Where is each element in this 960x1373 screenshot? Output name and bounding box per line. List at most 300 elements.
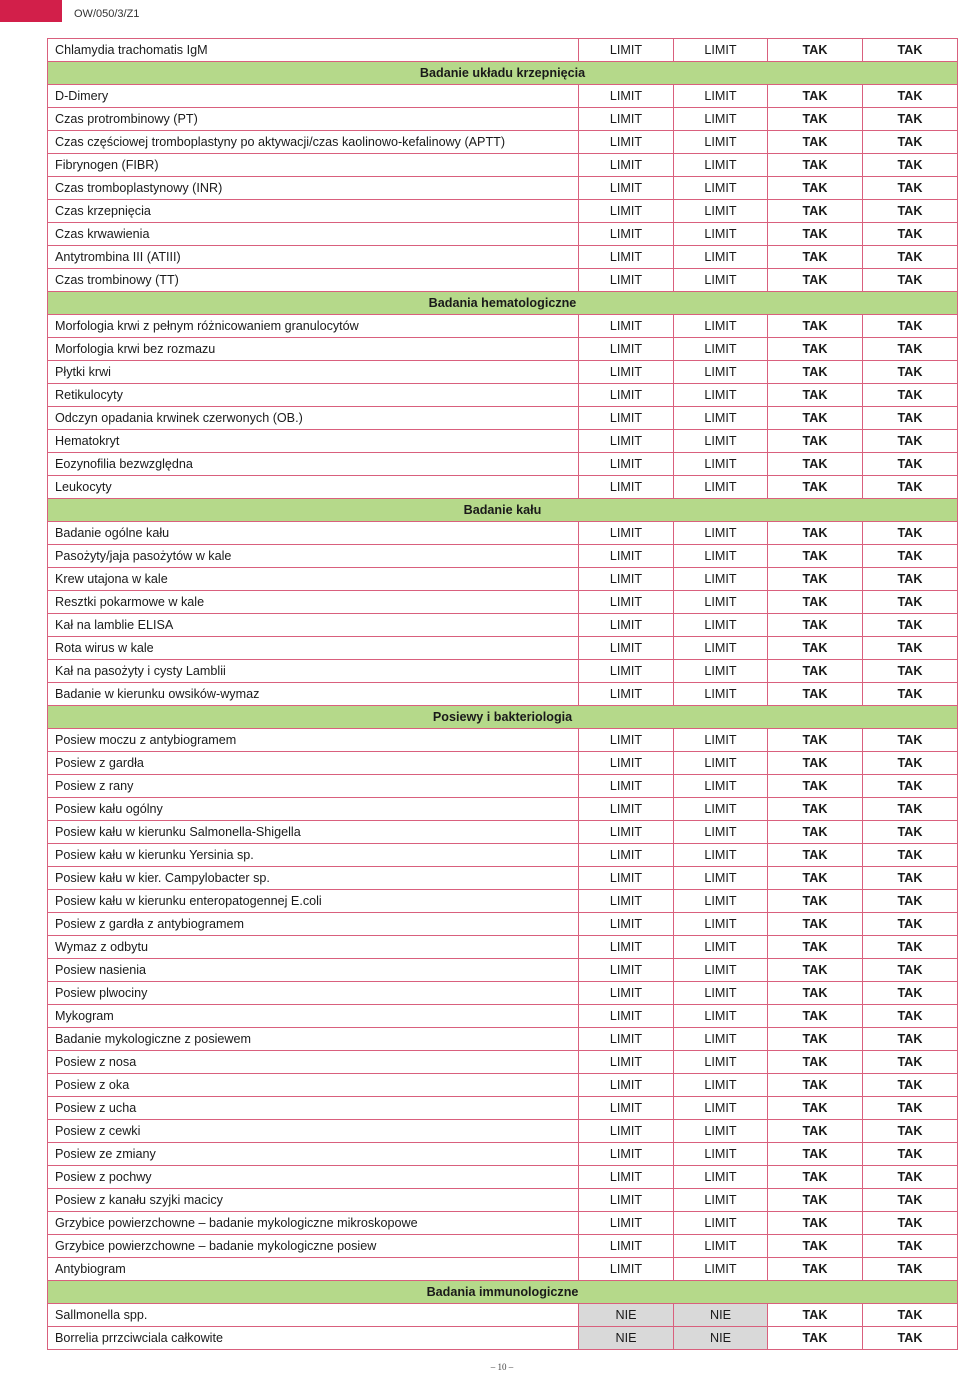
- price-table-body: [48, 39, 958, 1350]
- col2-value-cell: LIMIT: [674, 338, 768, 361]
- col4-value-cell: TAK: [863, 545, 958, 568]
- col1-value-cell: LIMIT: [579, 430, 674, 453]
- col2-value-cell: LIMIT: [674, 1074, 768, 1097]
- col3-value-cell: TAK: [768, 154, 863, 177]
- table-row: [48, 131, 958, 154]
- test-name-cell: Posiew kału w kierunku enteropatogennej E.coli: [48, 890, 579, 913]
- col1-value-cell: LIMIT: [579, 775, 674, 798]
- table-row: [48, 591, 958, 614]
- col2-value-cell: LIMIT: [674, 246, 768, 269]
- col2-value-cell: LIMIT: [674, 1166, 768, 1189]
- col3-value-cell: TAK: [768, 591, 863, 614]
- test-name-cell: Posiew nasienia: [48, 959, 579, 982]
- col3-value-cell: TAK: [768, 821, 863, 844]
- col1-value-cell: LIMIT: [579, 545, 674, 568]
- col1-value-cell: LIMIT: [579, 729, 674, 752]
- col3-value-cell: TAK: [768, 890, 863, 913]
- col3-value-cell: TAK: [768, 384, 863, 407]
- col2-value-cell: LIMIT: [674, 407, 768, 430]
- test-name-cell: Hematokryt: [48, 430, 579, 453]
- col3-value-cell: TAK: [768, 1258, 863, 1281]
- table-row: [48, 821, 958, 844]
- price-table: [47, 38, 958, 1350]
- col4-value-cell: TAK: [863, 85, 958, 108]
- test-name-cell: Posiew z gardła z antybiogramem: [48, 913, 579, 936]
- table-row: [48, 522, 958, 545]
- col3-value-cell: TAK: [768, 39, 863, 62]
- col4-value-cell: TAK: [863, 775, 958, 798]
- section-header-row: [48, 706, 958, 729]
- section-header-row: [48, 62, 958, 85]
- col4-value-cell: TAK: [863, 1212, 958, 1235]
- table-row: [48, 1120, 958, 1143]
- table-row: [48, 430, 958, 453]
- table-row: [48, 476, 958, 499]
- col1-value-cell: LIMIT: [579, 177, 674, 200]
- test-name-cell: Morfologia krwi z pełnym różnicowaniem granulocytów: [48, 315, 579, 338]
- col3-value-cell: TAK: [768, 982, 863, 1005]
- col3-value-cell: TAK: [768, 223, 863, 246]
- table-row: [48, 890, 958, 913]
- col4-value-cell: TAK: [863, 246, 958, 269]
- col1-value-cell: LIMIT: [579, 1258, 674, 1281]
- table-row: [48, 384, 958, 407]
- col1-value-cell: LIMIT: [579, 614, 674, 637]
- table-row: [48, 568, 958, 591]
- test-name-cell: Mykogram: [48, 1005, 579, 1028]
- col3-value-cell: TAK: [768, 959, 863, 982]
- col2-value-cell: LIMIT: [674, 821, 768, 844]
- col3-value-cell: TAK: [768, 683, 863, 706]
- col4-value-cell: TAK: [863, 131, 958, 154]
- table-row: [48, 1327, 958, 1350]
- col3-value-cell: TAK: [768, 361, 863, 384]
- test-name-cell: Borrelia prrzciwciala całkowite: [48, 1327, 579, 1350]
- col4-value-cell: TAK: [863, 683, 958, 706]
- col4-value-cell: TAK: [863, 1051, 958, 1074]
- test-name-cell: Czas protrombinowy (PT): [48, 108, 579, 131]
- col1-value-cell: LIMIT: [579, 959, 674, 982]
- col3-value-cell: TAK: [768, 177, 863, 200]
- test-name-cell: Kał na pasożyty i cysty Lamblii: [48, 660, 579, 683]
- col4-value-cell: TAK: [863, 476, 958, 499]
- table-row: [48, 1189, 958, 1212]
- table-row: [48, 614, 958, 637]
- test-name-cell: Chlamydia trachomatis IgM: [48, 39, 579, 62]
- table-row: [48, 200, 958, 223]
- col3-value-cell: TAK: [768, 407, 863, 430]
- col2-value-cell: LIMIT: [674, 430, 768, 453]
- table-row: [48, 246, 958, 269]
- test-name-cell: Wymaz z odbytu: [48, 936, 579, 959]
- table-row: [48, 177, 958, 200]
- col1-value-cell: LIMIT: [579, 154, 674, 177]
- col1-value-cell: LIMIT: [579, 338, 674, 361]
- col4-value-cell: TAK: [863, 154, 958, 177]
- col1-value-cell: LIMIT: [579, 1005, 674, 1028]
- document-code: OW/050/3/Z1: [74, 8, 140, 20]
- test-name-cell: Leukocyty: [48, 476, 579, 499]
- col3-value-cell: TAK: [768, 85, 863, 108]
- test-name-cell: Pasożyty/jaja pasożytów w kale: [48, 545, 579, 568]
- col2-value-cell: LIMIT: [674, 131, 768, 154]
- table-row: [48, 936, 958, 959]
- test-name-cell: Posiew z kanału szyjki macicy: [48, 1189, 579, 1212]
- col1-value-cell: LIMIT: [579, 867, 674, 890]
- col2-value-cell: LIMIT: [674, 39, 768, 62]
- col4-value-cell: TAK: [863, 614, 958, 637]
- col3-value-cell: TAK: [768, 315, 863, 338]
- section-header-row: [48, 1281, 958, 1304]
- table-row: [48, 959, 958, 982]
- test-name-cell: Czas krzepnięcia: [48, 200, 579, 223]
- col1-value-cell: LIMIT: [579, 1028, 674, 1051]
- table-row: [48, 407, 958, 430]
- test-name-cell: D-Dimery: [48, 85, 579, 108]
- col4-value-cell: TAK: [863, 407, 958, 430]
- col2-value-cell: LIMIT: [674, 775, 768, 798]
- col2-value-cell: LIMIT: [674, 568, 768, 591]
- table-row: [48, 683, 958, 706]
- col2-value-cell: LIMIT: [674, 1258, 768, 1281]
- test-name-cell: Fibrynogen (FIBR): [48, 154, 579, 177]
- table-row: [48, 913, 958, 936]
- col4-value-cell: TAK: [863, 200, 958, 223]
- test-name-cell: Posiew z cewki: [48, 1120, 579, 1143]
- col3-value-cell: TAK: [768, 1235, 863, 1258]
- col1-value-cell: NIE: [579, 1304, 674, 1327]
- table-row: [48, 1005, 958, 1028]
- test-name-cell: Eozynofilia bezwzględna: [48, 453, 579, 476]
- col1-value-cell: LIMIT: [579, 131, 674, 154]
- table-row: [48, 1304, 958, 1327]
- table-row: [48, 729, 958, 752]
- header-accent-bar: [0, 0, 62, 22]
- col1-value-cell: LIMIT: [579, 1097, 674, 1120]
- col1-value-cell: LIMIT: [579, 1235, 674, 1258]
- col1-value-cell: LIMIT: [579, 660, 674, 683]
- col1-value-cell: LIMIT: [579, 269, 674, 292]
- test-name-cell: Posiew z pochwy: [48, 1166, 579, 1189]
- col4-value-cell: TAK: [863, 1097, 958, 1120]
- table-row: [48, 453, 958, 476]
- test-name-cell: Badanie ogólne kału: [48, 522, 579, 545]
- col4-value-cell: TAK: [863, 591, 958, 614]
- col2-value-cell: LIMIT: [674, 1212, 768, 1235]
- table-row: [48, 1166, 958, 1189]
- col4-value-cell: TAK: [863, 1028, 958, 1051]
- col3-value-cell: TAK: [768, 936, 863, 959]
- col3-value-cell: TAK: [768, 1166, 863, 1189]
- col3-value-cell: TAK: [768, 1143, 863, 1166]
- col2-value-cell: LIMIT: [674, 959, 768, 982]
- col2-value-cell: LIMIT: [674, 1235, 768, 1258]
- col4-value-cell: TAK: [863, 821, 958, 844]
- col2-value-cell: LIMIT: [674, 154, 768, 177]
- test-name-cell: Czas trombinowy (TT): [48, 269, 579, 292]
- col1-value-cell: LIMIT: [579, 1143, 674, 1166]
- table-row: [48, 867, 958, 890]
- col1-value-cell: LIMIT: [579, 683, 674, 706]
- col1-value-cell: LIMIT: [579, 568, 674, 591]
- col1-value-cell: LIMIT: [579, 476, 674, 499]
- test-name-cell: Posiew ze zmiany: [48, 1143, 579, 1166]
- section-title: Badania immunologiczne: [48, 1281, 958, 1304]
- col1-value-cell: LIMIT: [579, 407, 674, 430]
- col2-value-cell: LIMIT: [674, 108, 768, 131]
- col1-value-cell: LIMIT: [579, 913, 674, 936]
- col3-value-cell: TAK: [768, 131, 863, 154]
- test-name-cell: Badanie w kierunku owsików-wymaz: [48, 683, 579, 706]
- col2-value-cell: LIMIT: [674, 982, 768, 1005]
- col3-value-cell: TAK: [768, 614, 863, 637]
- table-row: [48, 1235, 958, 1258]
- col3-value-cell: TAK: [768, 1005, 863, 1028]
- table-row: [48, 108, 958, 131]
- table-row: [48, 844, 958, 867]
- table-row: [48, 39, 958, 62]
- col4-value-cell: TAK: [863, 1166, 958, 1189]
- col1-value-cell: LIMIT: [579, 1166, 674, 1189]
- test-name-cell: Kał na lamblie ELISA: [48, 614, 579, 637]
- col3-value-cell: TAK: [768, 729, 863, 752]
- table-row: [48, 361, 958, 384]
- col4-value-cell: TAK: [863, 959, 958, 982]
- col1-value-cell: LIMIT: [579, 890, 674, 913]
- col1-value-cell: LIMIT: [579, 637, 674, 660]
- table-row: [48, 223, 958, 246]
- test-name-cell: Badanie mykologiczne z posiewem: [48, 1028, 579, 1051]
- test-name-cell: Grzybice powierzchowne – badanie mykologiczne posiew: [48, 1235, 579, 1258]
- col3-value-cell: TAK: [768, 913, 863, 936]
- table-row: [48, 1143, 958, 1166]
- test-name-cell: Rota wirus w kale: [48, 637, 579, 660]
- col3-value-cell: TAK: [768, 108, 863, 131]
- test-name-cell: Posiew z gardła: [48, 752, 579, 775]
- col4-value-cell: TAK: [863, 223, 958, 246]
- col4-value-cell: TAK: [863, 1120, 958, 1143]
- table-row: [48, 982, 958, 1005]
- col3-value-cell: TAK: [768, 545, 863, 568]
- col4-value-cell: TAK: [863, 430, 958, 453]
- col3-value-cell: TAK: [768, 1212, 863, 1235]
- test-name-cell: Sallmonella spp.: [48, 1304, 579, 1327]
- col2-value-cell: LIMIT: [674, 1097, 768, 1120]
- table-row: [48, 315, 958, 338]
- col2-value-cell: LIMIT: [674, 177, 768, 200]
- test-name-cell: Posiew kału w kierunku Yersinia sp.: [48, 844, 579, 867]
- col2-value-cell: LIMIT: [674, 545, 768, 568]
- section-title: Posiewy i bakteriologia: [48, 706, 958, 729]
- table-row: [48, 637, 958, 660]
- col2-value-cell: LIMIT: [674, 614, 768, 637]
- col2-value-cell: LIMIT: [674, 200, 768, 223]
- col2-value-cell: LIMIT: [674, 85, 768, 108]
- test-name-cell: Płytki krwi: [48, 361, 579, 384]
- table-row: [48, 154, 958, 177]
- col2-value-cell: LIMIT: [674, 269, 768, 292]
- test-name-cell: Posiew kału ogólny: [48, 798, 579, 821]
- col2-value-cell: NIE: [674, 1304, 768, 1327]
- test-name-cell: Antybiogram: [48, 1258, 579, 1281]
- col1-value-cell: LIMIT: [579, 844, 674, 867]
- col3-value-cell: TAK: [768, 637, 863, 660]
- test-name-cell: Czas częściowej tromboplastyny po aktywacji/czas kaolinowo-kefalinowy (APTT): [48, 131, 579, 154]
- col2-value-cell: LIMIT: [674, 798, 768, 821]
- col3-value-cell: TAK: [768, 476, 863, 499]
- col2-value-cell: LIMIT: [674, 637, 768, 660]
- col2-value-cell: LIMIT: [674, 591, 768, 614]
- col2-value-cell: LIMIT: [674, 522, 768, 545]
- col3-value-cell: TAK: [768, 338, 863, 361]
- col2-value-cell: LIMIT: [674, 890, 768, 913]
- col1-value-cell: LIMIT: [579, 1212, 674, 1235]
- table-row: [48, 338, 958, 361]
- test-name-cell: Posiew kału w kierunku Salmonella-Shigella: [48, 821, 579, 844]
- section-title: Badanie kału: [48, 499, 958, 522]
- col1-value-cell: LIMIT: [579, 798, 674, 821]
- col4-value-cell: TAK: [863, 361, 958, 384]
- col3-value-cell: TAK: [768, 1051, 863, 1074]
- col2-value-cell: LIMIT: [674, 361, 768, 384]
- table-row: [48, 1028, 958, 1051]
- table-row: [48, 752, 958, 775]
- col2-value-cell: LIMIT: [674, 315, 768, 338]
- test-name-cell: Morfologia krwi bez rozmazu: [48, 338, 579, 361]
- test-name-cell: Grzybice powierzchowne – badanie mykologiczne mikroskopowe: [48, 1212, 579, 1235]
- col2-value-cell: LIMIT: [674, 453, 768, 476]
- table-row: [48, 85, 958, 108]
- test-name-cell: Czas krwawienia: [48, 223, 579, 246]
- col1-value-cell: LIMIT: [579, 1074, 674, 1097]
- col3-value-cell: TAK: [768, 798, 863, 821]
- col3-value-cell: TAK: [768, 844, 863, 867]
- table-row: [48, 1051, 958, 1074]
- col3-value-cell: TAK: [768, 430, 863, 453]
- col3-value-cell: TAK: [768, 246, 863, 269]
- col2-value-cell: LIMIT: [674, 1189, 768, 1212]
- col3-value-cell: TAK: [768, 752, 863, 775]
- section-header-row: [48, 499, 958, 522]
- col4-value-cell: TAK: [863, 1258, 958, 1281]
- test-name-cell: Odczyn opadania krwinek czerwonych (OB.): [48, 407, 579, 430]
- col3-value-cell: TAK: [768, 1074, 863, 1097]
- table-row: [48, 1074, 958, 1097]
- col1-value-cell: LIMIT: [579, 522, 674, 545]
- col1-value-cell: LIMIT: [579, 246, 674, 269]
- col3-value-cell: TAK: [768, 1327, 863, 1350]
- col4-value-cell: TAK: [863, 890, 958, 913]
- col4-value-cell: TAK: [863, 936, 958, 959]
- test-name-cell: Posiew z nosa: [48, 1051, 579, 1074]
- col3-value-cell: TAK: [768, 1028, 863, 1051]
- table-row: [48, 1097, 958, 1120]
- col4-value-cell: TAK: [863, 913, 958, 936]
- col2-value-cell: LIMIT: [674, 1005, 768, 1028]
- col1-value-cell: LIMIT: [579, 223, 674, 246]
- col4-value-cell: TAK: [863, 384, 958, 407]
- col4-value-cell: TAK: [863, 1304, 958, 1327]
- col4-value-cell: TAK: [863, 177, 958, 200]
- col3-value-cell: TAK: [768, 1304, 863, 1327]
- col4-value-cell: TAK: [863, 867, 958, 890]
- col4-value-cell: TAK: [863, 1005, 958, 1028]
- col2-value-cell: LIMIT: [674, 223, 768, 246]
- table-row: [48, 269, 958, 292]
- col3-value-cell: TAK: [768, 522, 863, 545]
- col4-value-cell: TAK: [863, 798, 958, 821]
- table-row: [48, 660, 958, 683]
- col3-value-cell: TAK: [768, 568, 863, 591]
- col3-value-cell: TAK: [768, 453, 863, 476]
- col1-value-cell: LIMIT: [579, 936, 674, 959]
- col4-value-cell: TAK: [863, 637, 958, 660]
- col4-value-cell: TAK: [863, 1235, 958, 1258]
- col1-value-cell: LIMIT: [579, 1051, 674, 1074]
- col3-value-cell: TAK: [768, 867, 863, 890]
- col4-value-cell: TAK: [863, 269, 958, 292]
- col4-value-cell: TAK: [863, 1143, 958, 1166]
- test-name-cell: Posiew z ucha: [48, 1097, 579, 1120]
- section-header-row: [48, 292, 958, 315]
- col4-value-cell: TAK: [863, 108, 958, 131]
- section-title: Badanie układu krzepnięcia: [48, 62, 958, 85]
- table-row: [48, 775, 958, 798]
- col4-value-cell: TAK: [863, 39, 958, 62]
- col1-value-cell: LIMIT: [579, 1120, 674, 1143]
- col1-value-cell: LIMIT: [579, 1189, 674, 1212]
- test-name-cell: Krew utajona w kale: [48, 568, 579, 591]
- col1-value-cell: LIMIT: [579, 752, 674, 775]
- col2-value-cell: LIMIT: [674, 867, 768, 890]
- col4-value-cell: TAK: [863, 522, 958, 545]
- col1-value-cell: LIMIT: [579, 591, 674, 614]
- col3-value-cell: TAK: [768, 1097, 863, 1120]
- test-name-cell: Posiew z oka: [48, 1074, 579, 1097]
- col4-value-cell: TAK: [863, 1189, 958, 1212]
- col2-value-cell: LIMIT: [674, 752, 768, 775]
- col1-value-cell: LIMIT: [579, 85, 674, 108]
- col1-value-cell: LIMIT: [579, 453, 674, 476]
- test-name-cell: Retikulocyty: [48, 384, 579, 407]
- test-name-cell: Posiew moczu z antybiogramem: [48, 729, 579, 752]
- price-table-container: [47, 38, 957, 1350]
- col2-value-cell: LIMIT: [674, 683, 768, 706]
- col4-value-cell: TAK: [863, 315, 958, 338]
- col4-value-cell: TAK: [863, 1074, 958, 1097]
- col2-value-cell: LIMIT: [674, 936, 768, 959]
- col1-value-cell: LIMIT: [579, 200, 674, 223]
- col2-value-cell: LIMIT: [674, 1028, 768, 1051]
- col1-value-cell: NIE: [579, 1327, 674, 1350]
- col3-value-cell: TAK: [768, 200, 863, 223]
- col3-value-cell: TAK: [768, 1189, 863, 1212]
- test-name-cell: Posiew kału w kier. Campylobacter sp.: [48, 867, 579, 890]
- col3-value-cell: TAK: [768, 660, 863, 683]
- table-row: [48, 1258, 958, 1281]
- test-name-cell: Czas tromboplastynowy (INR): [48, 177, 579, 200]
- test-name-cell: Antytrombina III (ATIII): [48, 246, 579, 269]
- test-name-cell: Posiew plwociny: [48, 982, 579, 1005]
- col3-value-cell: TAK: [768, 775, 863, 798]
- col1-value-cell: LIMIT: [579, 361, 674, 384]
- col2-value-cell: LIMIT: [674, 476, 768, 499]
- col4-value-cell: TAK: [863, 752, 958, 775]
- col3-value-cell: TAK: [768, 1120, 863, 1143]
- test-name-cell: Posiew z rany: [48, 775, 579, 798]
- col2-value-cell: NIE: [674, 1327, 768, 1350]
- col4-value-cell: TAK: [863, 982, 958, 1005]
